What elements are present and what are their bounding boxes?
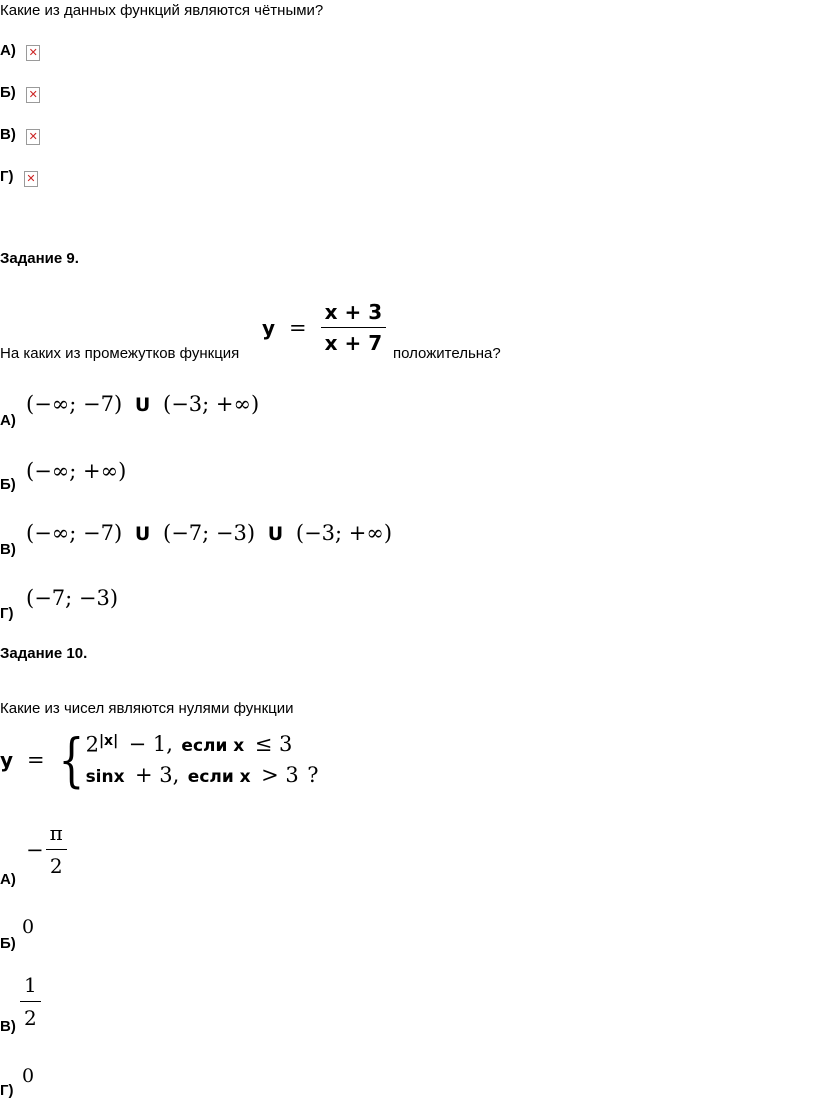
interval: (−7; −3) (163, 521, 256, 545)
interval: (−∞; −7) (26, 392, 123, 416)
q9-option-c-math (26, 520, 392, 547)
q10-option-d-label: Г) (0, 1082, 14, 1099)
function-formula (262, 300, 386, 355)
union-symbol: U (134, 523, 151, 545)
q8-option-d (0, 168, 38, 187)
broken-image-icon: ✕ (26, 87, 40, 103)
union-symbol: U (267, 523, 284, 545)
q9-option-a-math (26, 391, 259, 418)
q8-option-b (0, 84, 40, 103)
question-mark: ? (307, 763, 319, 788)
q10-option-a-math (26, 820, 67, 879)
option-label: Г) (0, 168, 14, 185)
q9-option-b-label: Б) (0, 476, 16, 493)
union-symbol: U (134, 394, 151, 416)
formula-lhs: y (262, 315, 276, 340)
q8-option-a (0, 42, 40, 61)
case-2 (86, 762, 319, 793)
broken-image-icon: ✕ (26, 129, 40, 145)
q10-option-d-value: 0 (22, 1065, 35, 1087)
broken-image-icon: ✕ (24, 171, 38, 187)
q9-option-d-label: Г) (0, 605, 14, 622)
question-9-prefix: На каких из промежутков функция (0, 345, 240, 362)
q9-option-b-math (26, 458, 126, 484)
fraction-denominator: x + 7 (321, 327, 387, 355)
question-10-text: Какие из чисел являются нулями функции (0, 700, 294, 717)
broken-image-icon: ✕ (26, 45, 40, 61)
option-label: В) (0, 126, 16, 143)
option-fraction (46, 820, 67, 879)
formula-equals: = (289, 315, 307, 340)
q9-option-a-label: А) (0, 412, 16, 429)
case-function: sinx (85, 767, 125, 788)
q10-option-b-value: 0 (22, 916, 35, 938)
q9-option-c-label: В) (0, 541, 16, 558)
q10-option-a-label: А) (0, 871, 16, 888)
case-base: 2 (85, 732, 99, 757)
formula-fraction (321, 300, 387, 355)
formula-lhs: y (0, 747, 14, 772)
case-1 (86, 726, 319, 762)
case-condition: если x (187, 767, 251, 788)
case-condition: если x (181, 736, 245, 757)
fraction-denominator: 2 (46, 849, 67, 879)
case-exponent: |x| (98, 733, 119, 749)
case-rest: + 3, (135, 763, 180, 788)
fraction-numerator: x + 3 (324, 300, 383, 324)
fraction-denominator: 2 (20, 1001, 41, 1031)
minus-sign: − (26, 837, 44, 862)
q10-option-c-label: В) (0, 1018, 16, 1035)
piecewise-formula (0, 726, 318, 793)
fraction-numerator: π (49, 821, 63, 845)
interval: (−7; −3) (26, 586, 119, 610)
interval: (−∞; +∞) (26, 459, 127, 483)
task-10-title: Задание 10. (0, 645, 88, 662)
piecewise-cases (86, 726, 319, 793)
q10-option-c-math (20, 972, 41, 1031)
option-label: А) (0, 42, 16, 59)
task-9-title: Задание 9. (0, 250, 79, 267)
option-fraction (20, 972, 41, 1031)
interval: (−3; +∞) (295, 521, 393, 545)
case-relation: > 3 (261, 763, 299, 788)
interval: (−3; +∞) (163, 392, 260, 416)
question-9-suffix: положительна? (393, 345, 501, 362)
brace-symbol: { (58, 725, 85, 794)
option-label: Б) (0, 84, 16, 101)
formula-equals: = (27, 747, 45, 772)
interval: (−∞; −7) (26, 521, 123, 545)
q10-option-b-label: Б) (0, 935, 16, 952)
fraction-numerator: 1 (24, 973, 37, 997)
case-rest: − 1, (128, 732, 173, 757)
q9-option-d-math (26, 585, 118, 611)
question-8-text: Какие из данных функций являются чётными? (0, 2, 324, 19)
q8-option-c (0, 126, 40, 145)
case-relation: ≤ 3 (254, 732, 293, 757)
